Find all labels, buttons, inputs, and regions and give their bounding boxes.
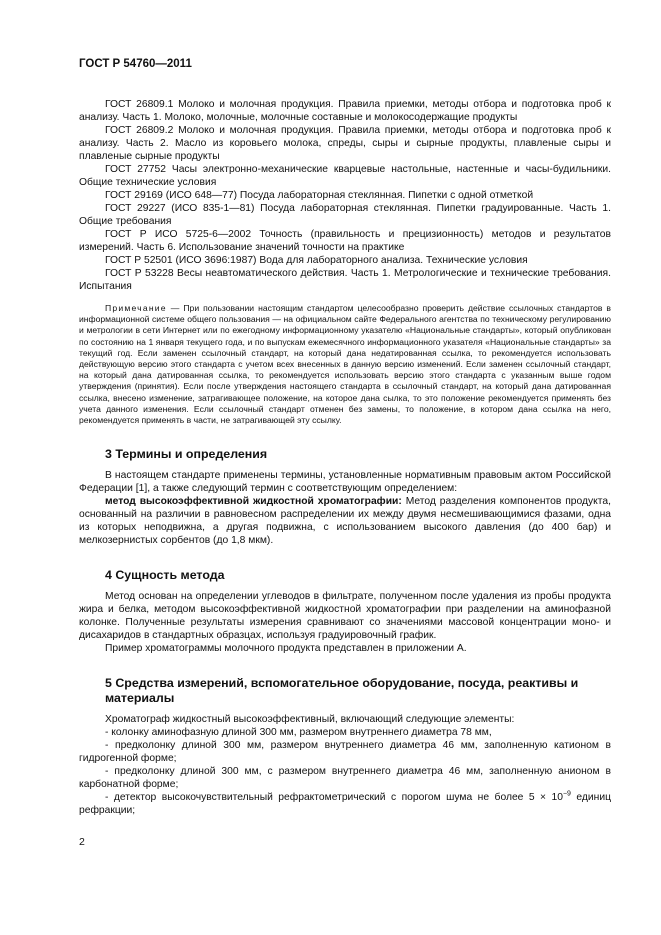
reference-item: ГОСТ 27752 Часы электронно-механические кварцевые настольные, настенные и часы-будильники. Общие технические условия [79, 164, 611, 188]
reference-item: ГОСТ 26809.2 Молоко и молочная продукция. Правила приемки, методы отбора и подготовка проб к анализу. Часть 2. Масло из коровьего молока, спреды, сыры и сырные продукты, плавленые сыры и плавленые сырные продукты [79, 125, 611, 162]
note-text: — При пользовании настоящим стандартом целесообразно проверить действие ссылочных стандартов в информационной системе общего пользования — на официальном сайте Федерального агентства по техническому регулированию и метрологии в сети Интернет или по ежегодному информационному указателю «Национальные стандарты», который опубликован по состоянию на 1 января текущего года, и по выпускам ежемесячного информационного указателя «Национальные стандарты» за текущий год. Если заменен ссылочный стандарт, на который дана недатированная ссылка, то рекомендуется использовать действующую версию этого стандарта с учетом всех внесенных в данную версию изменений. Если заменен ссылочный стандарт, на который дана датированная ссылка, то рекомендуется использовать версию этого стандарта с указанным выше годом утверждения (принятия). Если после утверждения настоящего стандарта в ссылочный стандарт, на который дана датированная ссылка, внесено изменение, затрагивающее положение, на которое дана сылка, то это положение рекомендуется применять без учета данного изменения. Если ссылочный стандарт отменен без замены, то положение, в котором дана ссылка на него, рекомендуется применять в части, не затрагивающей эту ссылку. [79, 303, 611, 426]
document-code: ГОСТ Р 54760—2011 [79, 58, 192, 70]
reference-item: ГОСТ Р 53228 Весы неавтоматического действия. Часть 1. Метрологические и технические требования. Испытания [79, 268, 611, 292]
section-4-paragraph: Метод основан на определении углеводов в фильтрате, полученном после удаления из пробы продукта жира и белка, методом высокоэффективной жидкостной хроматографии при разделении на аминофазной колонке. Полученные результаты измерения сравнивают со значениями массовой концентрации моно- и дисахаридов в стандартных образцах, используя градуировочный график. [79, 591, 611, 642]
normative-references [79, 98, 611, 293]
equipment-item: - колонку аминофазную длиной 300 мм, размером внутреннего диаметра 78 мм, [105, 727, 492, 739]
section-3-intro: В настоящем стандарте применены термины, установленные нормативным правовым актом Российской Федерации [1], а также следующий термин с соответствующим определением: [79, 470, 611, 495]
equipment-item: - предколонку длиной 300 мм, с размером внутреннего диаметра 46 мм, заполненную анионом в карбонатной форме; [79, 766, 611, 791]
page-number: 2 [79, 836, 85, 848]
reference-item: ГОСТ Р ИСО 5725-6—2002 Точность (правильность и прецизионность) методов и результатов измерений. Часть 6. Использование значений точности на практике [79, 229, 611, 253]
section-4-heading: 4 Сущность метода [105, 568, 225, 583]
reference-item: ГОСТ 26809.1 Молоко и молочная продукция. Правила приемки, методы отбора и подготовка проб к анализу. Часть 1. Молоко, молочные, молочные составные и молокосодержащие продукты [79, 99, 611, 123]
detector-text: - детектор высокочувствительный рефрактометрический с порогом шума не более 5 × 10 [105, 792, 563, 804]
exponent: −9 [562, 790, 571, 798]
term-text: Метод разделения компонентов продукта, основанный на различии в равновесном распределении их между двумя несмешивающимися фазами, одна из которых неподвижна, а другая подвижна, с использованием высокого давления (до 400 бар) и мелкозернистых сорбентов (до 1,8 мкм). [79, 496, 611, 547]
section-4-paragraph: Пример хроматограммы молочного продукта представлен в приложении А. [105, 643, 467, 655]
reference-item: ГОСТ 29227 (ИСО 835-1—81) Посуда лабораторная стеклянная. Пипетки градуированные. Часть 1. Общие требования [79, 203, 611, 227]
detector-text-end: единиц рефракции; [79, 792, 611, 817]
section-5-intro: Хроматограф жидкостный высокоэффективный, включающий следующие элементы: [105, 714, 515, 726]
term-definition [79, 495, 611, 547]
note-label: Примечание [105, 303, 167, 313]
reference-item: ГОСТ 29169 (ИСО 648—77) Посуда лабораторная стеклянная. Пипетки с одной отметкой [105, 190, 534, 201]
section-5-heading: 5 Средства измерений, вспомогательное оборудование, посуда, реактивы и материалы [105, 676, 579, 706]
equipment-item [79, 791, 611, 817]
equipment-item: - предколонку длиной 300 мм, размером внутреннего диаметра 46 мм, заполненную катионом в гидрогенной форме; [79, 740, 611, 765]
reference-item: ГОСТ Р 52501 (ИСО 3696:1987) Вода для лабораторного анализа. Технические условия [105, 255, 528, 266]
section-3-heading: 3 Термины и определения [105, 447, 268, 462]
term-name: метод высокоэффективной жидкостной хроматографии: [105, 496, 402, 508]
document-page [79, 58, 611, 817]
note-paragraph [79, 303, 611, 426]
